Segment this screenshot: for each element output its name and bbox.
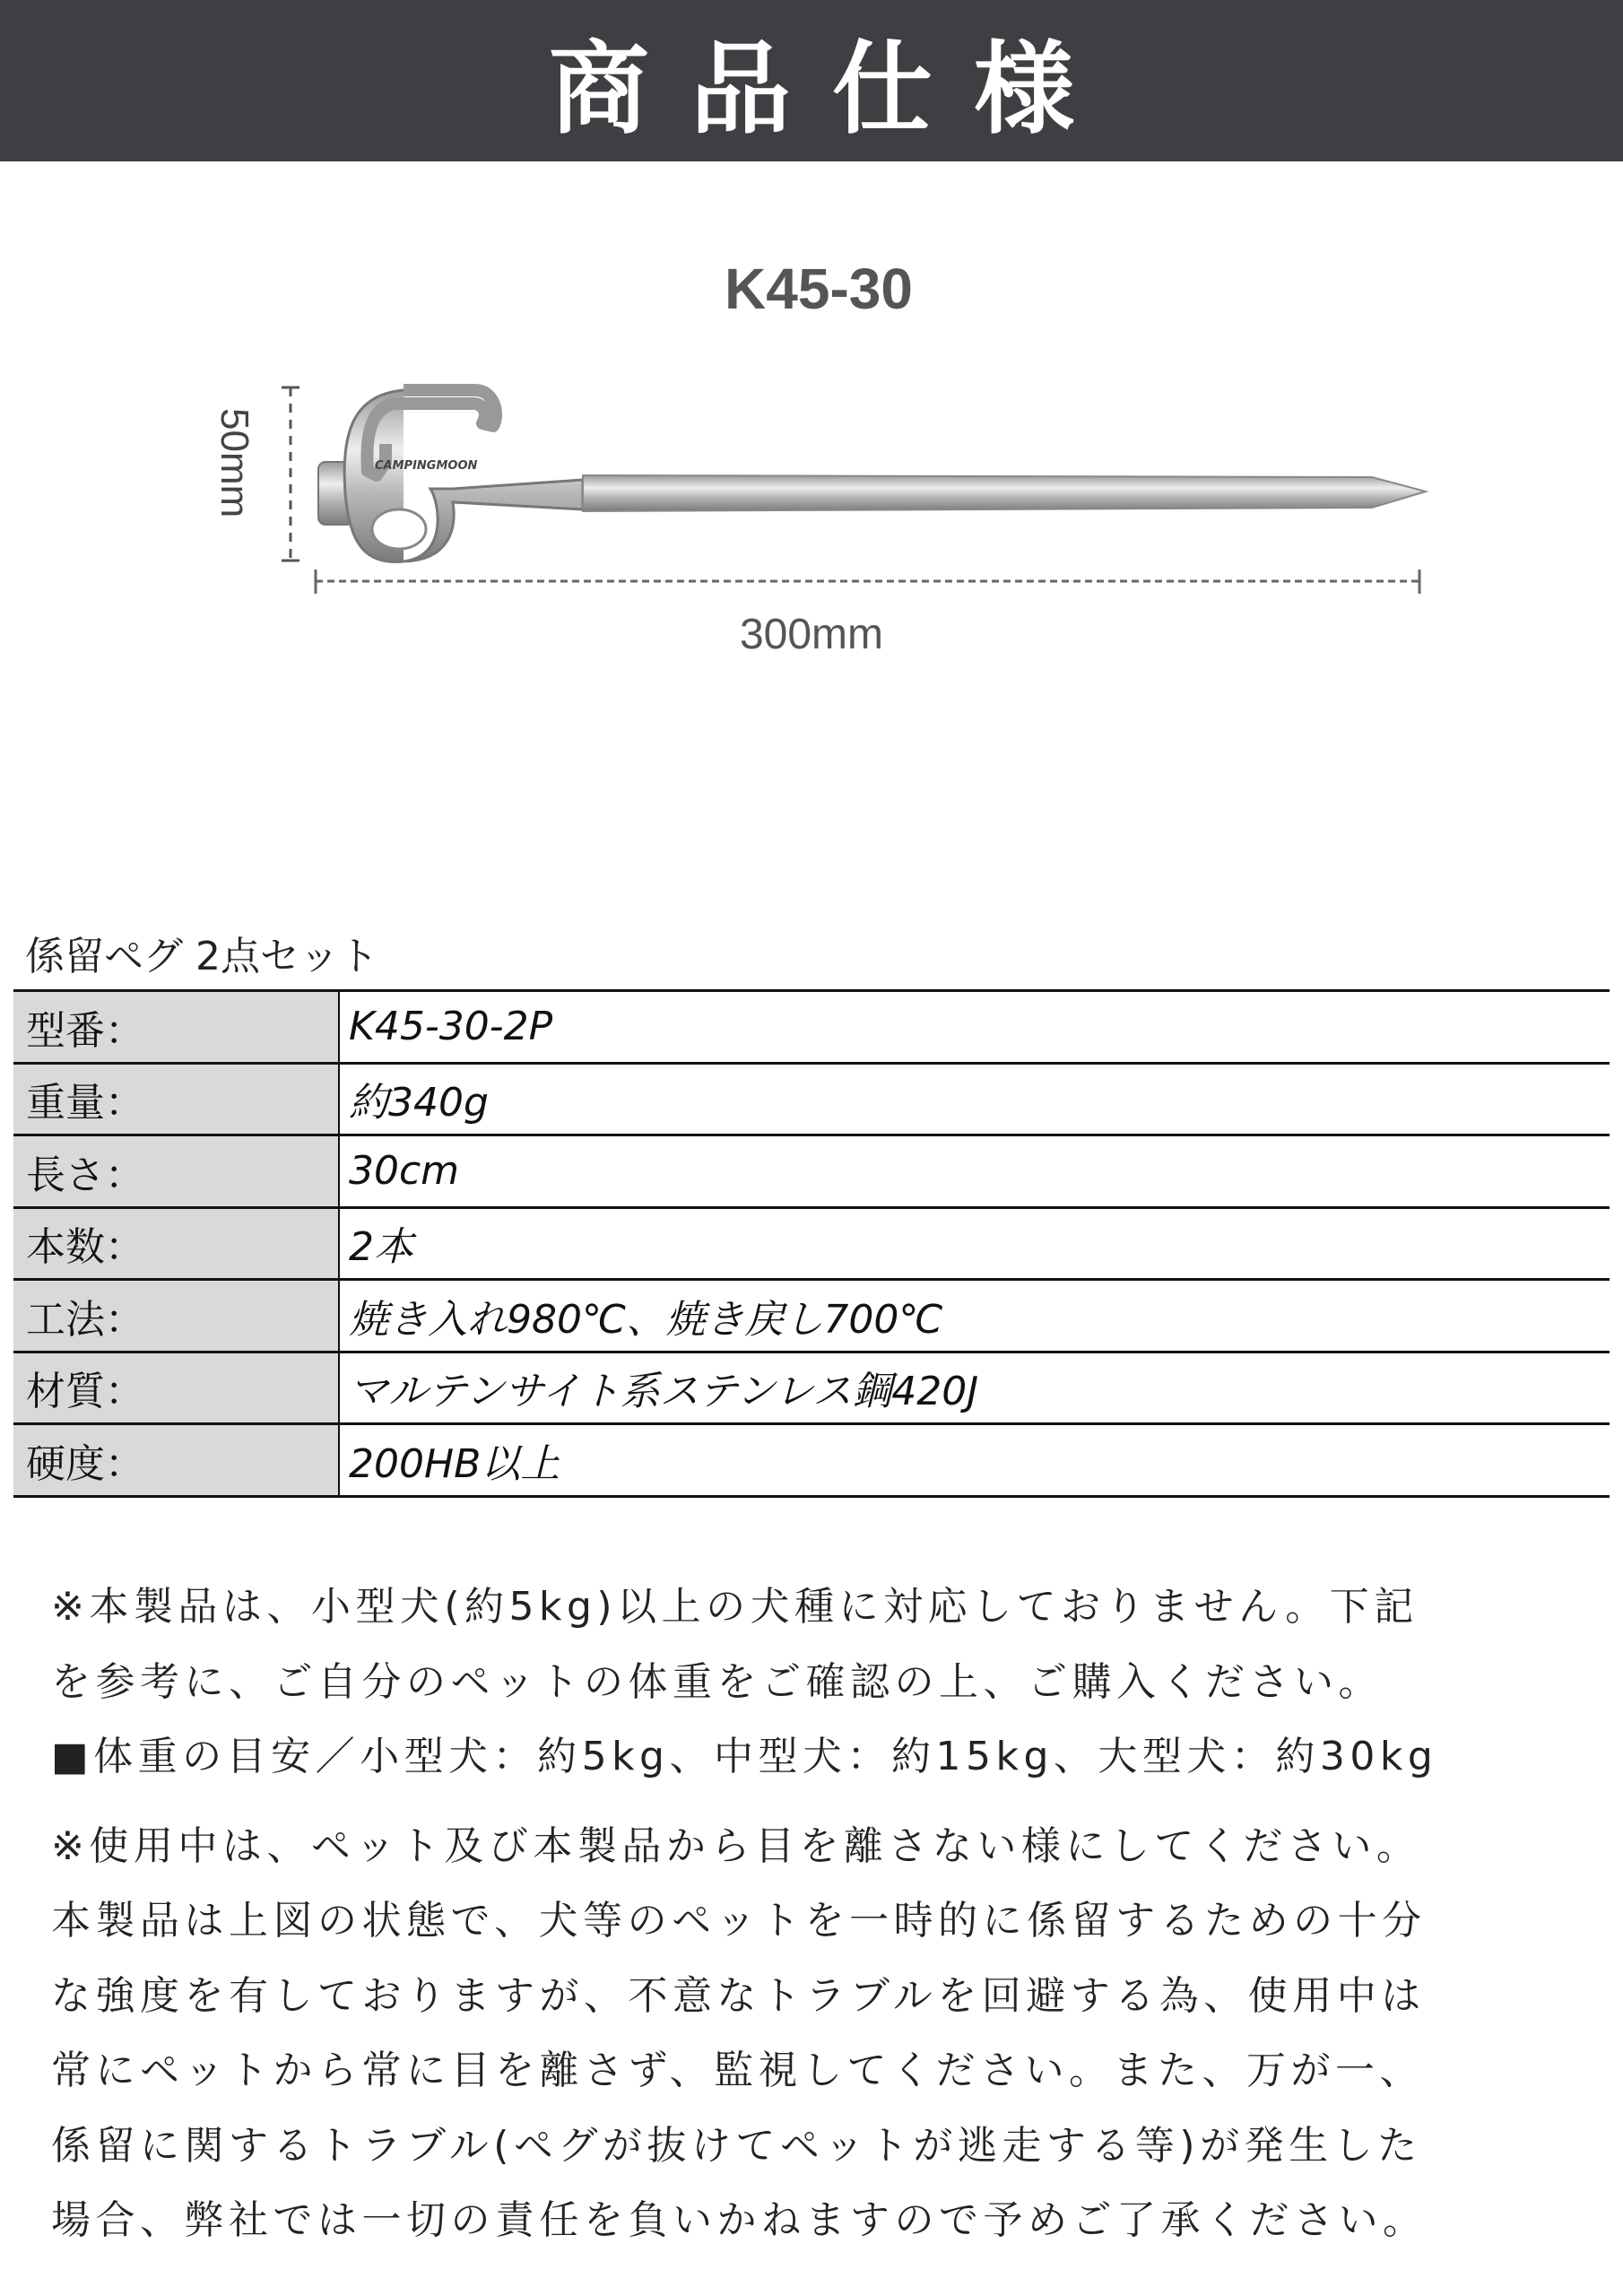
note-line: 常にペットから常に目を離さず、監視してください。また、万が一、 — [51, 2048, 1424, 2093]
table-row — [13, 1280, 1610, 1352]
height-dimension-label: 50mm — [213, 408, 256, 518]
page-header — [0, 0, 1623, 161]
spec-value: 約340g — [339, 1063, 1610, 1135]
spec-table — [13, 989, 1610, 1498]
note-line: ※本製品は、小型犬(約5kg)以上の犬種に対応しておりません。下記 — [51, 1584, 1419, 1630]
note-line: 場合、弊社では一切の責任を負いかねますので予めご了承ください。 — [51, 2197, 1428, 2243]
table-row — [13, 1424, 1610, 1497]
spec-value: 200HB以上 — [339, 1424, 1610, 1497]
table-row — [13, 1352, 1610, 1424]
note-line: 本製品は上図の状態で、犬等のペットを一時的に係留するための十分 — [51, 1898, 1427, 1944]
spec-label: 重量： — [13, 1063, 339, 1135]
brand-engraving: CAMPINGMOON — [375, 459, 478, 473]
length-dimension-label: 300mm — [739, 611, 884, 658]
spec-label: 長さ： — [13, 1135, 339, 1208]
spec-value: K45-30-2P — [339, 991, 1610, 1064]
height-dimension-line — [282, 387, 299, 561]
note-line: 係留に関するトラブル(ペグが抜けてペットが逃走する等)が発生した — [51, 2122, 1422, 2169]
spec-subtitle: 係留ペグ 2点セット — [25, 934, 378, 979]
model-heading: K45-30 — [725, 257, 913, 321]
spec-value: 2本 — [339, 1207, 1610, 1280]
spec-value: マルテンサイト系ステンレス鋼420J — [339, 1352, 1610, 1424]
spec-label: 工法： — [13, 1280, 339, 1352]
spec-value: 30cm — [339, 1135, 1610, 1208]
length-dimension-line — [316, 570, 1419, 594]
note-line: ■体重の目安／小型犬：約5kg、中型犬：約15kg、大型犬：約30kg — [51, 1734, 1438, 1779]
spec-label: 本数： — [13, 1207, 339, 1280]
table-row — [13, 991, 1610, 1064]
notes-section — [51, 1570, 1593, 2258]
spec-value: 焼き入れ980℃、焼き戻し700℃ — [339, 1280, 1610, 1352]
table-row — [13, 1063, 1610, 1135]
note-line: な強度を有しておりますが、不意なトラブルを回避する為、使用中は — [51, 1972, 1426, 2019]
note-line: ※使用中は、ペット及び本製品から目を離さない様にしてください。 — [51, 1822, 1421, 1869]
spec-label: 材質： — [13, 1352, 339, 1424]
page-title: 商品仕様 — [549, 30, 1115, 148]
spec-label: 型番： — [13, 991, 339, 1064]
note-line: を参考に、ご自分のペットの体重をご確認の上、ご購入ください。 — [51, 1658, 1383, 1705]
peg-product-image — [269, 377, 1444, 610]
spec-label: 硬度： — [13, 1424, 339, 1497]
table-row — [13, 1207, 1610, 1280]
table-row — [13, 1135, 1610, 1208]
